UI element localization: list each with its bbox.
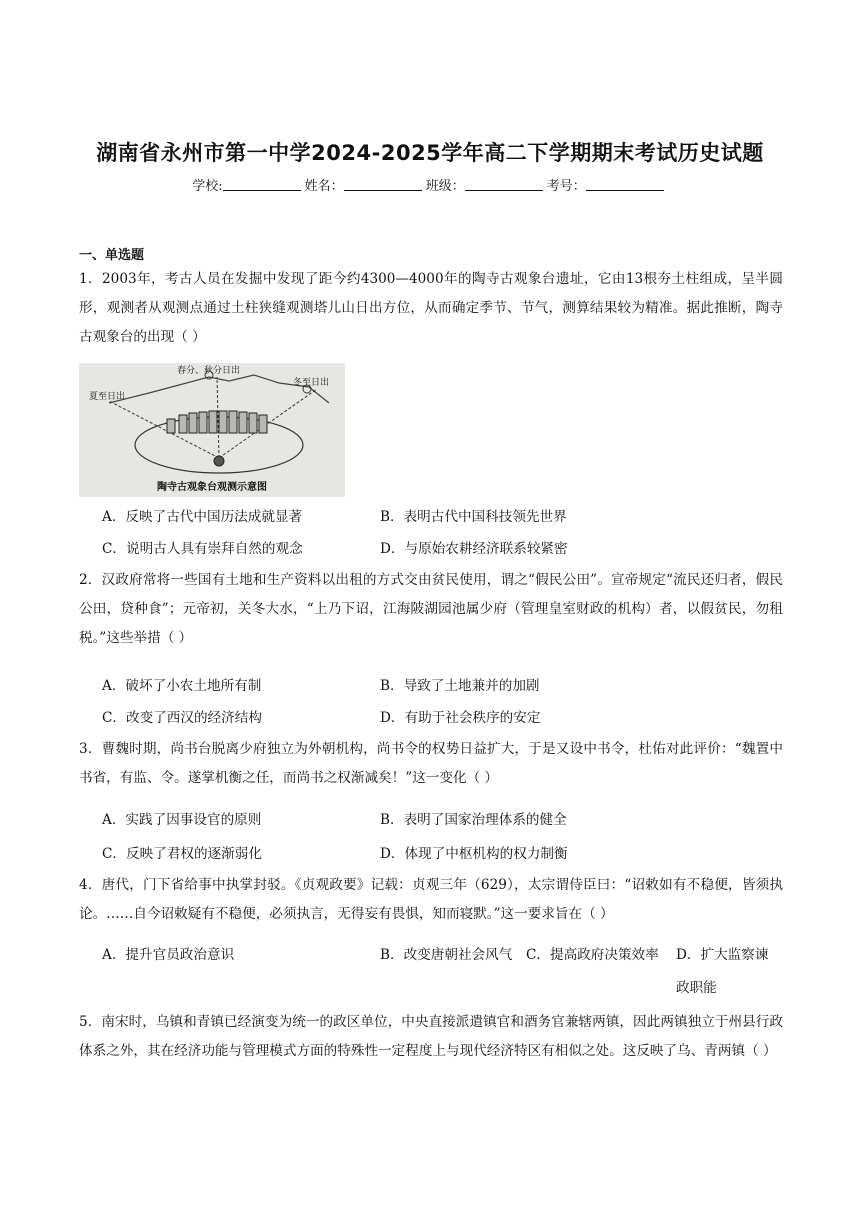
name-label: 姓名： (304, 179, 344, 194)
q4-option-b[interactable]: B．改变唐朝社会风气 (380, 947, 513, 963)
q3-option-b[interactable]: B．表明了国家治理体系的健全 (380, 812, 567, 828)
student-info-line (0, 175, 860, 194)
q3-option-c[interactable]: C．反映了君权的逐渐弱化 (102, 846, 262, 862)
q2-option-c[interactable]: C．改变了西汉的经济结构 (102, 710, 262, 726)
question-4-stem: 4．唐代，门下省给事中执掌封驳。《贞观政要》记载：贞观三年（629），太宗谓侍臣曰：“诏敕如有不稳便，皆须执论。……自今诏敕疑有不稳便，必须执言，无得妄有畏惧，知而寝默。”这一要求旨在（ ） (79, 877, 783, 922)
section-heading: 一、单选题 (79, 248, 145, 263)
observation-point (214, 456, 224, 466)
q2-option-d[interactable]: D．有助于社会秩序的安定 (380, 710, 541, 726)
q4-option-a[interactable]: A．提升官员政治意识 (102, 947, 235, 963)
observatory-diagram (79, 363, 345, 497)
label-equinox: 春分、秋分日出 (177, 366, 241, 376)
name-blank[interactable] (344, 178, 422, 191)
question-5-stem: 5．南宋时，乌镇和青镇已经演变为统一的政区单位，中央直接派遣镇官和酒务官兼辖两镇，因此两镇独立于州县行政体系之外，其在经济功能与管理模式方面的特殊性一定程度上与现代经济特区有相似之处。这反映了乌、青两镇（ ） (79, 1014, 783, 1059)
q2-option-a[interactable]: A．破坏了小农土地所有制 (102, 678, 262, 694)
school-blank[interactable] (223, 178, 301, 191)
figure-caption: 陶寺古观象台观测示意图 (157, 482, 267, 493)
question-1-figure (79, 363, 345, 497)
school-label: 学校: (192, 179, 223, 194)
class-blank[interactable] (465, 178, 543, 191)
question-3-stem: 3．曹魏时期，尚书台脱离少府独立为外朝机构，尚书令的权势日益扩大，于是又设中书令，杜佑对此评价：“魏置中书省，有监、令。遂掌机衡之任，而尚书之权渐减矣！”这一变化（ ） (79, 741, 783, 786)
exam-title: 湖南省永州市第一中学2024-2025学年高二下学期期末考试历史试题 (96, 141, 764, 165)
q1-option-a[interactable]: A．反映了古代中国历法成就显著 (102, 509, 303, 525)
q1-option-c[interactable]: C．说明古人具有崇拜自然的观念 (102, 541, 303, 557)
exam-no-label: 考号： (546, 179, 586, 194)
q4-option-c[interactable]: C．提高政府决策效率 (526, 947, 659, 963)
q4-option-d[interactable]: D．扩大监察谏政职能 (676, 947, 769, 996)
q3-option-d[interactable]: D．体现了中枢机构的权力制衡 (380, 846, 568, 862)
q1-option-d[interactable]: D．与原始农耕经济联系较紧密 (380, 541, 568, 557)
q2-option-b[interactable]: B．导致了土地兼并的加剧 (380, 678, 540, 694)
class-label: 班级： (425, 179, 465, 194)
exam-no-blank[interactable] (586, 178, 664, 191)
q1-option-b[interactable]: B．表明古代中国科技领先世界 (380, 509, 567, 525)
question-2-stem: 2．汉政府常将一些国有土地和生产资料以出租的方式交由贫民使用，谓之“假民公田”。宣帝规定“流民还归者，假民公田，贷种食”；元帝初，关冬大水，“上乃下诏，江海陂湖园池属少府（管理皇室财政的机构）者，以假贫民，勿租税。”这些举措（ ） (79, 572, 783, 646)
label-summer-solstice: 夏至日出 (89, 392, 126, 402)
q3-option-a[interactable]: A．实践了因事设官的原则 (102, 812, 262, 828)
label-winter-solstice: 冬至日出 (293, 378, 330, 388)
question-1-stem: 1．2003年，考古人员在发掘中发现了距今约4300—4000年的陶寺古观象台遗址，它由13根夯土柱组成，呈半圆形，观测者从观测点通过土柱狭缝观测塔儿山日出方位，从而确定季节、节气，测算结果较为精准。据此推断，陶寺古观象台的出现（ ） (79, 271, 783, 345)
